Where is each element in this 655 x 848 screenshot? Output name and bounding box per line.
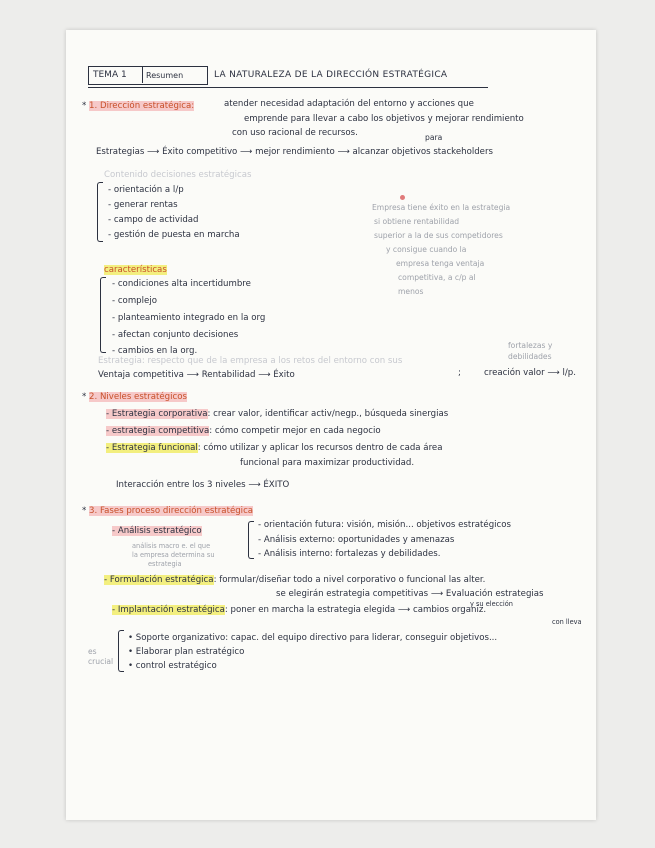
formulacion-estrategica: - Formulación estratégica: formular/diseñar todo a nivel corporativo o funcional las alter. <box>104 575 486 585</box>
separator: ; <box>458 368 461 378</box>
contenido-label: Contenido decisiones estratégicas <box>104 170 252 180</box>
caracteristica-item: - planteamiento integrado en la org <box>112 313 266 323</box>
section2-heading: * 2. Niveles estratégicos <box>82 392 187 402</box>
s1-definition-1: atender necesidad adaptación del entorno y acciones que <box>224 99 474 109</box>
implantacion-estrategica: - Implantación estratégica: poner en marcha la estrategia elegida ⟶ cambios organiz. <box>112 605 487 615</box>
ghost-note-line: si obtiene rentabilidad <box>374 217 460 226</box>
strategy-flow: Estrategias ⟶ Éxito competitivo ⟶ mejor rendimiento ⟶ alcanzar objetivos stackeholders <box>96 147 493 157</box>
interaccion-niveles: Interacción entre los 3 niveles ⟶ ÉXITO <box>116 480 290 490</box>
title-underline <box>88 87 488 88</box>
implantacion-item: • Soporte organizativo: capac. del equipo directivo para liderar, conseguir objetivos... <box>128 633 498 643</box>
implantacion-item: • control estratégico <box>128 661 217 671</box>
tema-label: TEMA 1 <box>93 70 127 80</box>
ghost-note-line: superior a la de sus competidores <box>374 231 503 240</box>
page-title: LA NATURALEZA DE LA DIRECCIÓN ESTRATÉGICA <box>214 70 448 80</box>
brace-implantacion <box>118 630 124 672</box>
formulacion-cont: se elegirán estrategia competitivas ⟶ Evaluación estrategias <box>276 589 544 599</box>
brace-analisis <box>248 521 254 559</box>
contenido-item: - orientación a l/p <box>108 185 184 195</box>
ghost-note-line: menos <box>398 287 424 296</box>
creacion-valor: creación valor ⟶ l/p. <box>484 368 576 378</box>
nivel-corporativo: - Estrategia corporativa: crear valor, identificar activ/negp., búsqueda sinergias <box>106 409 449 419</box>
contenido-item: - campo de actividad <box>108 215 199 225</box>
nivel-funcional: - Estrategia funcional: cómo utilizar y aplicar los recursos dentro de cada área <box>106 443 443 453</box>
analisis-item: - Análisis interno: fortalezas y debilidades. <box>258 549 441 559</box>
implantacion-item: • Elaborar plan estratégico <box>128 647 245 657</box>
ghost-note-line: y consigue cuando la <box>386 245 467 254</box>
caracteristica-item: - complejo <box>112 296 157 306</box>
contenido-item: - gestión de puesta en marcha <box>108 230 240 240</box>
analisis-item: - Análisis externo: oportunidades y amenazas <box>258 535 455 545</box>
caracteristica-item: - condiciones alta incertidumbre <box>112 279 251 289</box>
ghost-note-line: Empresa tiene éxito en la estrategia <box>372 203 511 212</box>
es-note: es <box>88 647 97 656</box>
analisis-note: la empresa determina su <box>132 551 215 559</box>
fortalezas-note: fortalezas y debilidades <box>508 341 553 361</box>
red-dot-mark <box>400 195 405 200</box>
s1-definition-2: emprende para llevar a cabo los objetivos y mejorar rendimiento <box>244 114 524 124</box>
brace-contenido <box>97 182 103 242</box>
brace-caracteristicas <box>100 277 106 353</box>
ventaja-flow: Ventaja competitiva ⟶ Rentabilidad ⟶ Éxito <box>98 370 295 380</box>
ghost-note-line: empresa tenga ventaja <box>396 259 485 268</box>
contenido-item: - generar rentas <box>108 200 178 210</box>
estrategia-definition: Estrategia: respecto que de la empresa a los retos del entorno con sus <box>98 356 403 366</box>
analisis-item: - orientación futura: visión, misión... objetivos estratégicos <box>258 520 511 530</box>
analisis-estrategico: - Análisis estratégico <box>112 526 202 536</box>
crucial-note: crucial <box>88 657 114 666</box>
caracteristicas-heading: características <box>104 265 167 275</box>
nivel-funcional-cont: funcional para maximizar productividad. <box>240 458 415 468</box>
analisis-note: estrategia <box>148 560 182 568</box>
para-note: para <box>425 133 443 142</box>
nivel-competitivo: - estrategia competitiva: cómo competir mejor en cada negocio <box>106 426 381 436</box>
s1-definition-3: con uso racional de recursos. <box>232 128 358 138</box>
conlleva-note: con lleva <box>552 618 582 626</box>
caracteristica-item: - cambios en la org. <box>112 346 198 356</box>
ghost-note-line: competitiva, a c/p al <box>398 273 476 282</box>
section1-heading: * 1. Dirección estratégica: <box>82 101 195 111</box>
formulacion-note: y su elección <box>470 600 513 608</box>
caracteristica-item: - afectan conjunto decisiones <box>112 330 239 340</box>
title-divider <box>142 66 143 83</box>
resumen-label: Resumen <box>146 71 184 80</box>
section3-heading: * 3. Fases proceso dirección estratégica <box>82 506 254 516</box>
analisis-note: análisis macro e. el que <box>132 542 211 550</box>
